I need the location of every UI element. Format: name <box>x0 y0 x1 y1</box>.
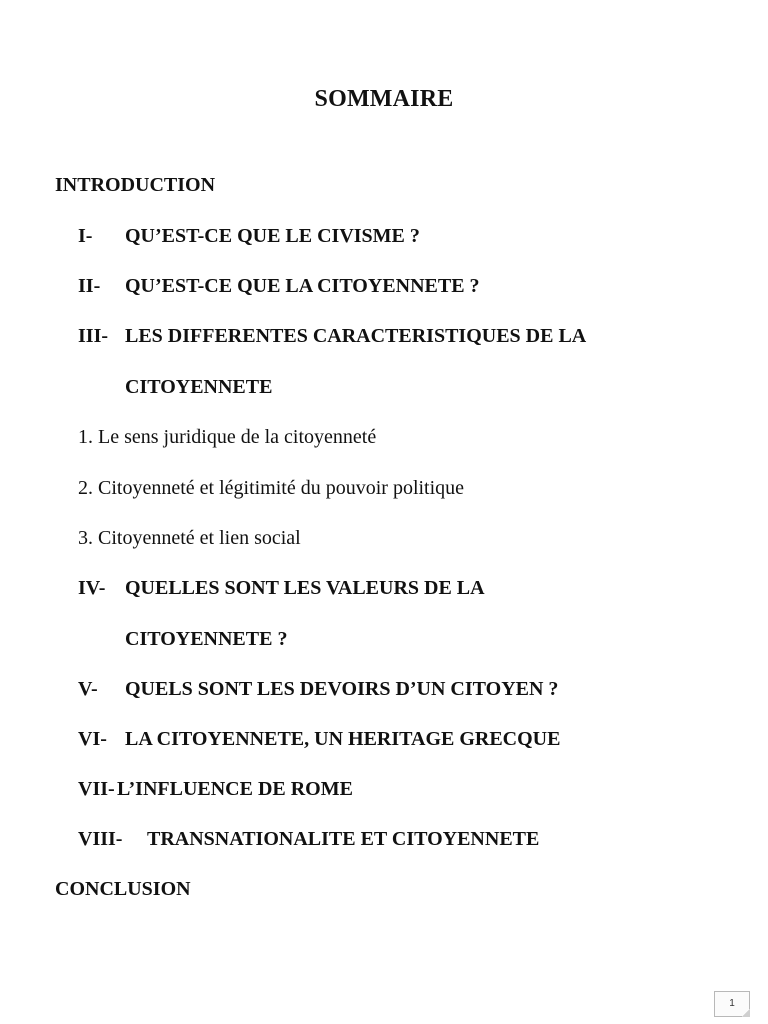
toc-section-number: III- <box>78 325 109 347</box>
toc-section-title: L’INFLUENCE DE ROME <box>117 778 353 800</box>
toc-section-title-continuation: CITOYENNETE <box>125 376 273 398</box>
toc-section-number: VII- <box>78 778 115 800</box>
toc-section-title: QU’EST-CE QUE LE CIVISME ? <box>125 225 420 247</box>
toc-section-title: TRANSNATIONALITE ET CITOYENNETE <box>147 828 540 850</box>
toc-section-title-continuation: CITOYENNETE ? <box>125 628 288 650</box>
toc-section-number: II- <box>78 275 101 297</box>
toc-section-number: I- <box>78 225 93 247</box>
toc-section-title: QUELLES SONT LES VALEURS DE LA <box>125 577 485 599</box>
toc-section-title: LA CITOYENNETE, UN HERITAGE GRECQUE <box>125 728 561 750</box>
toc-section-number: VI- <box>78 728 107 750</box>
toc-section-number: V- <box>78 678 98 700</box>
toc-introduction: INTRODUCTION <box>55 174 216 196</box>
toc-subsection-2: 2. Citoyenneté et légitimité du pouvoir politique <box>78 477 465 499</box>
toc-conclusion: CONCLUSION <box>55 878 191 900</box>
toc-section-number: IV- <box>78 577 106 599</box>
page-number-badge: 1 <box>714 991 750 1017</box>
page-title: SOMMAIRE <box>314 86 454 112</box>
toc-section-title: QUELS SONT LES DEVOIRS D’UN CITOYEN ? <box>125 678 559 700</box>
toc-section-title: QU’EST-CE QUE LA CITOYENNETE ? <box>125 275 480 297</box>
toc-subsection-3: 3. Citoyenneté et lien social <box>78 527 301 549</box>
toc-section-title: LES DIFFERENTES CARACTERISTIQUES DE LA <box>125 325 587 347</box>
toc-subsection-1: 1. Le sens juridique de la citoyenneté <box>78 426 377 448</box>
toc-section-number: VIII- <box>78 828 123 850</box>
